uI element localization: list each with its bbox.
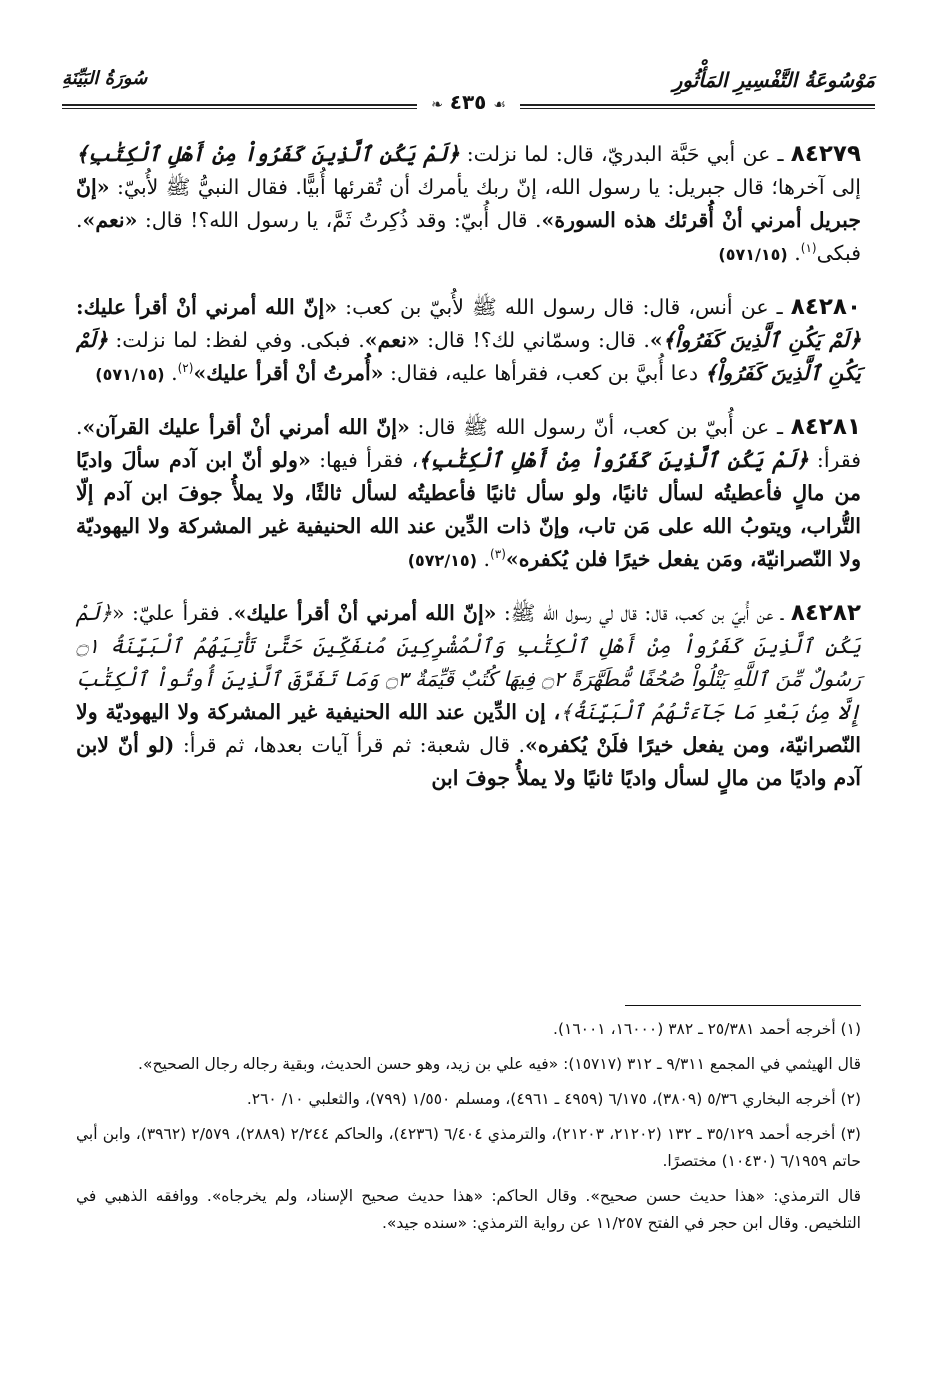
entry-text: . قال: وسمّاني لك؟! قال:	[419, 328, 650, 352]
ornament-left-icon: ❧	[431, 97, 443, 113]
page-number	[417, 90, 520, 114]
reference: (٥٧٢/١٥)	[407, 551, 477, 570]
entry-text: .	[787, 241, 801, 265]
book-title: مَوْسُوعَةُ التَّفْسِيرِ المَأْثُورِ	[672, 68, 875, 92]
entry-text: إلى آخرها؛ قال جبريل: يا رسول الله، إنّ ربك يأمرك أن تُقرئها أُبيًّا. فقال النبيُّ ﷺ لأُبيّ:	[109, 175, 861, 199]
footnote-separator	[625, 1005, 861, 1006]
footnotes	[76, 1016, 861, 1245]
page-header	[62, 62, 875, 118]
footnote-3-note: قال الترمذي: «هذا حديث حسن صحيح». وقال الحاكم: «هذا حديث صحيح الإسناد، ولم يخرجاه». ووافقه الذهبي في التلخيص. وقال ابن حجر في الفتح ١١/٢٥٧ عن رواية الترمذي: «سنده جيد».	[76, 1187, 861, 1232]
surah-title: سُورَةُ البَيِّنَةِ	[62, 68, 148, 89]
entry-number: ٨٤٢٨٠	[790, 294, 861, 320]
entry-text: ـ عن أبي حَبَّة البدريّ، قال: لما نزلت:	[459, 142, 791, 166]
entry-text: دعا أُبيَّ بن كعب، فقرأها عليه، فقال:	[383, 361, 705, 385]
page-number-wrap	[62, 90, 875, 114]
hadith-text: «نعم»	[82, 208, 138, 232]
footnote-marker: (١)	[800, 241, 817, 256]
footnote-3: (٣) أخرجه أحمد ٣٥/١٢٩ ـ ١٣٢ (٢١٢٠٢، ٢١٢٠٣)، والترمذي ٦/٤٠٤ (٤٢٣٦)، والحاكم ٢/٢٤٤ (٢٨٨٩)، ٢/٥٧٩ (٣٩٦٢)، وابن أبي حاتم ٦/١٩٥٩ (١٠٤٣٠) مختصرًا.	[76, 1125, 861, 1170]
quran-verse: ﴿لَمْ يَكُنِ ٱلَّذِينَ كَفَرُواْ﴾	[662, 328, 861, 352]
hadith-text: «إنّ الله أمرني أنْ أقرأ عليك القرآن»	[82, 415, 410, 439]
entry-text: ـ عن أنس، قال: قال رسول الله ﷺ لأُبيّ بن كعب:	[337, 295, 791, 319]
entry-text: ـ عن أُبيّ بن كعب، أنّ رسول الله ﷺ قال:	[409, 415, 791, 439]
ornament-right-icon: ☙	[493, 97, 506, 113]
entry-text: . قال شعبة: ثم قرأ آيات بعدها، ثم قرأ:	[174, 733, 526, 757]
quran-verse: ﴿لَمْ يَكُنِ ٱلَّذِينَ كَفَرُواْ مِنْ أَهْلِ ٱلْكِتَٰبِ وَٱلْمُشْرِكِينَ مُنفَكِّينَ حَتَّىٰ تَأْتِيَهُمُ ٱلْبَيِّنَةُ ۝١ رَسُولٌ مِّنَ ٱللَّهِ يَتْلُواْ صُحُفًا مُّطَهَّرَةً ۝٢ فِيهَا كُتُبٌ قَيِّمَةٌ ۝٣ وَمَا تَفَرَّقَ ٱلَّذِينَ أُوتُواْ ٱلْكِتَٰبَ إِلَّا مِنۢ بَعْدِ مَا جَآءَتْهُمُ ٱلْبَيِّنَةُ﴾	[76, 601, 862, 724]
entry-number: ٨٤٢٧٩	[790, 141, 861, 167]
entry-text: . فقرأ عليّ: «	[112, 601, 234, 625]
quran-verse: ﴿لَمْ يَكُنِ ٱلَّذِينَ كَفَرُواْ﴾	[76, 328, 861, 385]
entry-text: ـ عن أُبيّ بن كعب، قال: قال لي رسول الله ﷺ:	[496, 601, 791, 625]
hadith-text: «إنّ الله أمرني أنْ أقرأ عليك»	[233, 601, 497, 625]
hadith-text: «نعم»	[364, 328, 420, 352]
entry-text: . قال أُبيّ: وقد ذُكِرتُ ثَمَّ، يا رسول الله؟! قال:	[137, 208, 542, 232]
footnote-marker: (٢)	[177, 361, 194, 376]
entry-text: . فقرأ:	[76, 415, 862, 472]
entry-84281	[76, 411, 861, 577]
entry-84279	[76, 138, 861, 271]
footnote-1: (١) أخرجه أحمد ٢٥/٣٨١ ـ ٣٨٢ (١٦٠٠٠، ١٦٠٠١).	[553, 1020, 861, 1038]
entry-number: ٨٤٢٨١	[790, 414, 861, 440]
hadith-text: «ولو أنّ ابن آدم سألَ واديًا من مالٍ فأعطيتُه لسأل ثانيًا، ولو سأل ثانيًا فأعطيتُه لسأل ثالثًا، ولا يملأُ جوفَ ابن آدم إلّا التُّراب، ويتوبُ الله على مَن تاب، وإنّ ذات الدِّين عند الله الحنيفية غير المشركة ولا اليهوديّة ولا النّصرانيّة، ومَن يفعل خيرًا فلن يُكفره»	[76, 448, 861, 571]
reference: (٥٧١/١٥)	[95, 365, 165, 384]
entry-84280	[76, 291, 861, 391]
hadith-text: «أُمرتُ أنْ أقرأ عليك»	[193, 361, 384, 385]
hadith-text: «إنّ الله أمرني أنْ أقرأ عليك:	[76, 295, 338, 319]
entry-text: .	[477, 547, 491, 571]
hadith-text: (لو أنّ لابن آدم واديًا من مالٍ لسأل واديًا ثانيًا ولا يملأُ جوفَ ابن	[76, 733, 861, 790]
reference: (٥٧١/١٥)	[718, 245, 788, 264]
hadith-text: «إنّ جبريل أمرني أنْ أُقرئك هذه السورة»	[76, 175, 861, 232]
entry-text: . فبكى. وفي لفظ: لما نزلت:	[107, 328, 365, 352]
hadith-text: ، إن الدِّين عند الله الحنيفية غير المشركة ولا اليهوديّة ولا النّصرانيّة، ومن يفعل خيرًا فلَنْ يُكفره»	[76, 700, 861, 757]
entry-text: ، فقرأ فيها:	[310, 448, 419, 472]
quran-verse: ﴿لَمْ يَكُنِ ٱلَّذِينَ كَفَرُواْ مِنْ أَهْلِ ٱلْكِتَٰبِ﴾	[76, 142, 460, 166]
entry-84282	[76, 597, 861, 795]
quran-verse: ﴿لَمْ يَكُنِ ٱلَّذِينَ كَفَرُواْ مِنْ أَهْلِ ٱلْكِتَٰبِ﴾	[418, 448, 809, 472]
footnote-2: (٢) أخرجه البخاري ٥/٣٦ (٣٨٠٩)، ٦/١٧٥ (٤٩٥٩ ـ ٤٩٦١)، ومسلم ١/٥٥٠ (٧٩٩)، والثعلبي ١٠/ ٢٦٠.	[246, 1090, 861, 1108]
footnote-1-note: قال الهيثمي في المجمع ٩/٣١١ ـ ٣١٢ (١٥٧١٧): «فيه علي بن زيد، وهو حسن الحديث، وبقية رجاله رجال الصحيح».	[138, 1055, 861, 1073]
entry-text: . فبكى	[76, 208, 861, 265]
main-text	[76, 138, 861, 815]
entry-number: ٨٤٢٨٢	[790, 600, 862, 626]
entry-text: .	[164, 361, 178, 385]
footnote-marker: (٣)	[490, 547, 506, 562]
page-number-text: ٤٣٥	[449, 90, 487, 114]
hadith-text: »	[649, 328, 663, 352]
